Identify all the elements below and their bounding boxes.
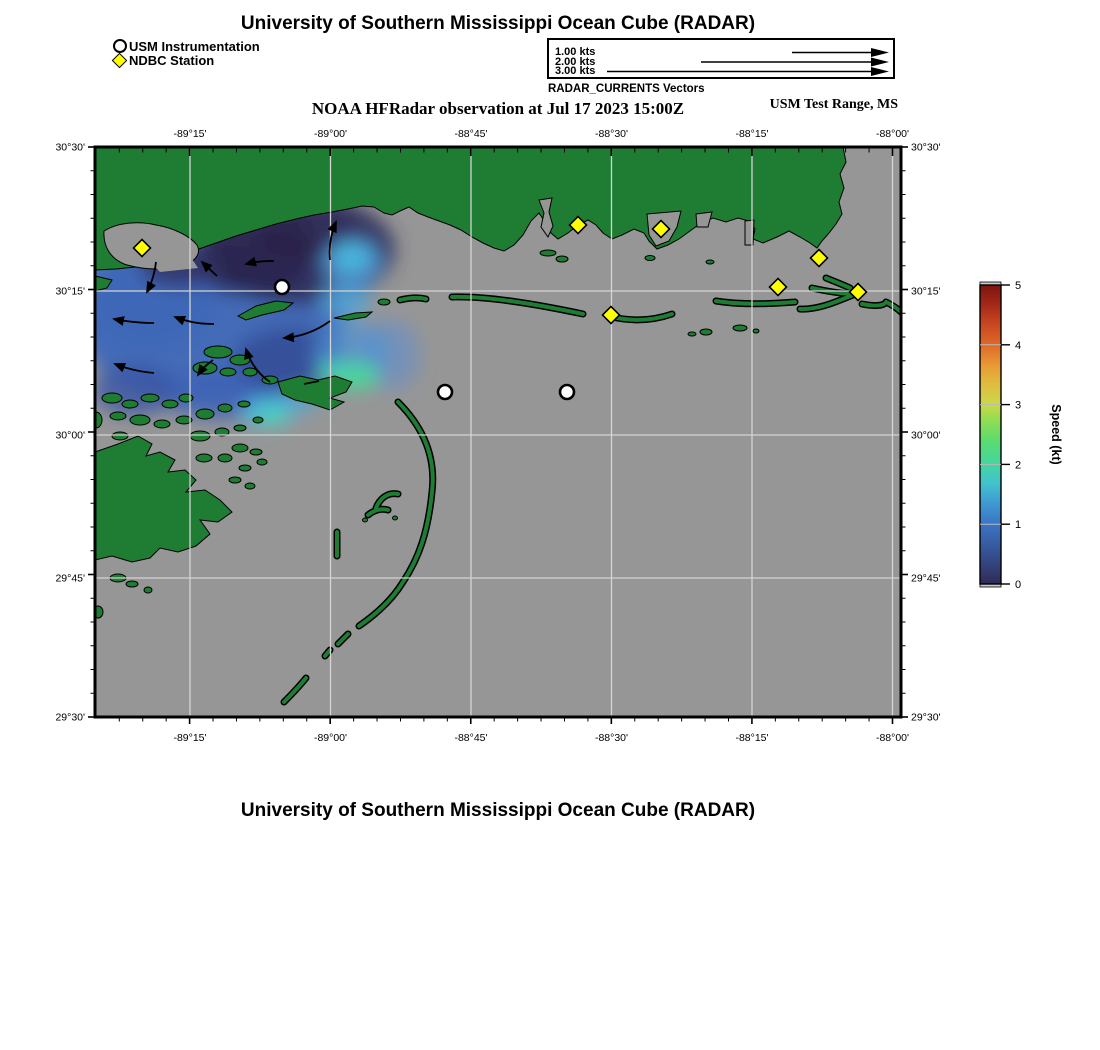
lon-label-bottom: -89°15' [173, 732, 207, 744]
lat-label-right: 30°15' [911, 285, 941, 298]
lon-label-bottom: -89°00' [313, 732, 348, 744]
lon-label-top: -89°00' [313, 128, 348, 140]
lon-label-top: -89°15' [173, 128, 207, 140]
lon-label-top: -88°15' [735, 128, 769, 140]
colorbar-tick-label: 5 [1015, 280, 1022, 292]
colorbar-tick-label: 0 [1015, 579, 1022, 591]
lon-label-top: -88°00' [875, 128, 910, 140]
legend-usm-label: USM Instrumentation [129, 39, 260, 54]
lon-label-bottom: -88°00' [875, 732, 910, 744]
page-title: University of Southern Mississippi Ocean Cube (RADAR) [240, 13, 756, 34]
observation-subtitle: NOAA HFRadar observation at Jul 17 2023 15:00Z [311, 99, 685, 118]
lat-label-right: 29°45' [911, 572, 941, 585]
lat-label-left: 30°30' [55, 141, 85, 154]
vector-scale-row-1: 1.00 kts [555, 46, 596, 58]
lat-label-left: 30°15' [55, 285, 85, 298]
lon-label-bottom: -88°15' [735, 732, 769, 744]
colorbar-tick-label: 3 [1015, 399, 1022, 412]
legend-ndbc-label: NDBC Station [129, 53, 215, 68]
lat-label-left: 29°30' [55, 711, 85, 724]
usm-instrument-marker [438, 385, 452, 399]
colorbar-tick-label: 4 [1015, 339, 1022, 352]
lat-label-left: 30°00' [55, 429, 85, 442]
lat-label-right: 30°00' [911, 429, 941, 442]
vector-scale-row-2: 2.00 kts [555, 55, 596, 68]
colorbar [980, 280, 1063, 591]
lat-label-left: 29°45' [55, 572, 85, 585]
footer-title: University of Southern Mississippi Ocean Cube (RADAR) [240, 800, 756, 821]
region-label: USM Test Range, MS [769, 97, 898, 112]
lat-label-right: 29°30' [911, 711, 941, 724]
usm-instrument-marker [275, 280, 289, 294]
lon-label-top: -88°30' [594, 128, 629, 140]
vector-scale-caption: RADAR_CURRENTS Vectors [548, 83, 705, 95]
lon-label-bottom: -88°30' [594, 732, 629, 744]
colorbar-ramp [980, 285, 1001, 584]
lat-label-right: 30°30' [911, 141, 941, 154]
lon-label-top: -88°45' [454, 128, 488, 140]
colorbar-title: Speed (kt) [1049, 404, 1063, 465]
usm-instrument-marker [560, 385, 574, 399]
colorbar-tick-label: 1 [1015, 519, 1022, 532]
vector-scale-row-3: 3.00 kts [555, 65, 596, 77]
colorbar-tick-label: 2 [1015, 459, 1022, 472]
lon-label-bottom: -88°45' [454, 732, 488, 744]
